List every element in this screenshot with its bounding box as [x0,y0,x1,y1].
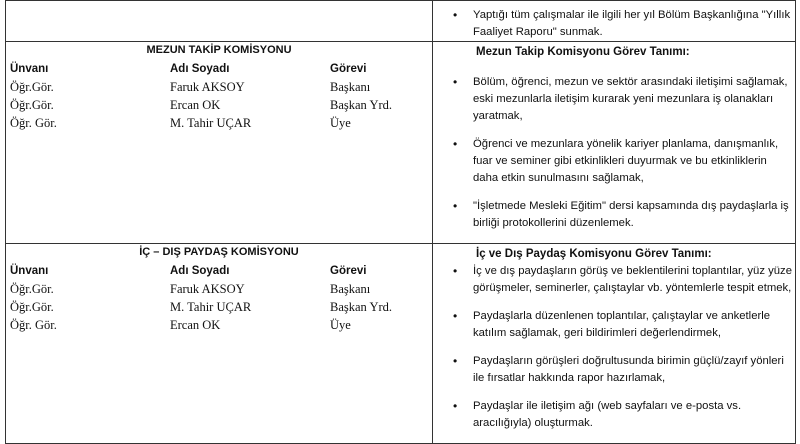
committee-row-ic-dis-paydas [6,244,796,444]
duty-item: • Paydaşlar ile iletişim ağı (web sayfaları ve e-posta vs. aracılığıyla) oluşturmak. [473,398,795,432]
committee-members-cell [6,42,433,244]
member-header-row [10,60,432,78]
committee-title: İÇ – DIŞ PAYDAŞ KOMİSYONU [139,246,299,258]
top-right-cell [433,1,796,42]
header-name: Adı Soyadı [170,265,230,277]
member-row [10,298,432,316]
bullet-item: • Yaptığı tüm çalışmalar ile ilgili her yıl Bölüm Başkanlığına "Yıllık Faaliyet Raporu" sunmak. [473,7,795,41]
duty-item: • Bölüm, öğrenci, mezun ve sektör arasındaki iletişimi sağlamak, eski mezunlarla iletişim kurarak yeni mezunlara iş olanakları yaratmak, [473,74,795,125]
committee-row-mezun-takip [6,42,796,244]
member-role: Üye [330,115,351,130]
duty-list [433,60,795,232]
member-role: Üye [330,317,351,332]
top-bullet-list [433,1,795,41]
member-name: Ercan OK [170,97,221,112]
member-role: Başkan Yrd. [330,97,393,112]
header-name: Adı Soyadı [170,63,230,75]
duty-item: • "İşletmede Mesleki Eğitim" dersi kapsamında dış paydaşlarla iş birliği protokollerini düzenlemek. [473,198,795,232]
header-role: Görevi [330,265,367,277]
duty-title: İç ve Dış Paydaş Komisyonu Görev Tanımı: [476,248,712,260]
member-name: M. Tahir UÇAR [170,115,252,130]
member-title: Öğr.Gör. [10,281,54,296]
member-title: Öğr. Gör. [10,115,57,130]
committee-duties-cell [433,244,796,444]
committee-title: MEZUN TAKİP KOMİSYONU [146,44,292,56]
member-name: Faruk AKSOY [170,281,245,296]
duty-title: Mezun Takip Komisyonu Görev Tanımı: [476,46,690,58]
member-name: M. Tahir UÇAR [170,299,252,314]
member-role: Başkanı [330,281,371,296]
committee-members-cell [6,244,433,444]
header-role: Görevi [330,63,367,75]
member-header-row [10,262,432,280]
member-title: Öğr.Gör. [10,79,54,94]
top-left-cell [6,1,433,42]
duty-item: • Öğrenci ve mezunlara yönelik kariyer planlama, danışmanlık, fuar ve seminer gibi etkinlikleri duyurmak ve bu etkinliklerin daha etkin sunulmasını sağlamak, [473,136,795,187]
header-title: Ünvanı [10,265,49,277]
duty-item: • Paydaşların görüşleri doğrultusunda birimin güçlü/zayıf yönleri ile fırsatlar hakkında rapor hazırlamak, [473,353,795,387]
member-list [6,262,432,334]
top-row [6,1,796,42]
committee-table [5,0,796,444]
duty-item: • İç ve dış paydaşların görüş ve beklentilerini toplantılar, yüz yüze görüşmeler, seminerler, çalıştaylar vb. yöntemlerle tespit etmek, [473,263,795,297]
committee-duties-cell [433,42,796,244]
duty-list [433,262,795,432]
member-row [10,78,432,96]
member-title: Öğr.Gör. [10,97,54,112]
member-title: Öğr.Gör. [10,299,54,314]
duty-item: • Paydaşlarla düzenlenen toplantılar, çalıştaylar ve anketlerle katılım sağlamak, geri bildirimleri değerlendirmek, [473,308,795,342]
member-name: Faruk AKSOY [170,79,245,94]
member-list [6,60,432,132]
member-name: Ercan OK [170,317,221,332]
member-role: Başkan Yrd. [330,299,393,314]
member-title: Öğr. Gör. [10,317,57,332]
member-row [10,114,432,132]
member-row [10,96,432,114]
member-row [10,280,432,298]
header-title: Ünvanı [10,63,49,75]
member-role: Başkanı [330,79,371,94]
member-row [10,316,432,334]
